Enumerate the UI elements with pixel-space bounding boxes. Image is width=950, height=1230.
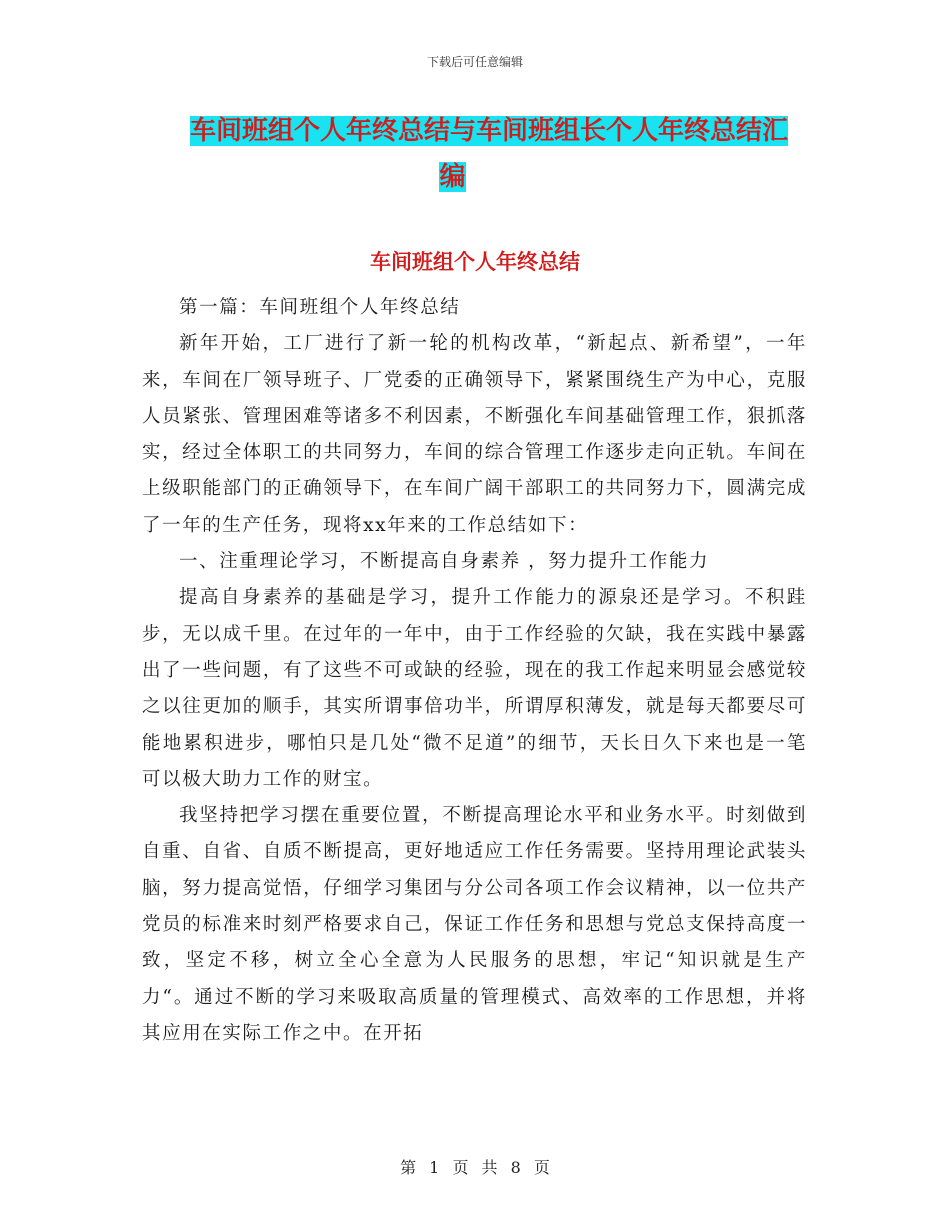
header-note: 下载后可任意编辑 [426, 55, 523, 69]
document-title-line-1: 车间班组个人年终总结与车间班组长个人年终总结汇 [190, 116, 789, 146]
paragraph-part-heading: 第一篇：车间班组个人年终总结 [179, 297, 461, 318]
page-number-footer: 第 1 页 共 8 页 [400, 1158, 550, 1177]
paragraph-section-heading: 一、注重理论学习，不断提高自身素养 ，努力提升工作能力 [179, 551, 710, 573]
section-title: 车间班组个人年终总结 [370, 249, 580, 274]
document-title [190, 108, 810, 200]
document-title-line-2: 编 [439, 162, 466, 192]
body-text [142, 290, 807, 1052]
paragraph: 提高自身素养的基础是学习，提升工作能力的源泉还是学习。不积跬步，无以成千里。在过年的一年中，由于工作经验的欠缺，我在实践中暴露出了一些问题，有了这些不可或缺的经验，现在的我工作起来明显会感觉较之以往更加的顺手，其实所谓事倍功半，所谓厚积薄发，就是每天都要尽可能地累积进步，哪怕只是几处“微不足道”的细节，天长日久下来也是一笔可以极大助力工作的财宝。 [142, 587, 807, 790]
paragraph: 新年开始，工厂进行了新一轮的机构改革，“新起点、新希望”，一年来，车间在厂领导班子、厂党委的正确领导下，紧紧围绕生产为中心，克服人员紧张、管理困难等诸多不利因素，不断强化车间基础管理工作，狠抓落实，经过全体职工的共同努力，车间的综合管理工作逐步走向正轨。车间在上级职能部门的正确领导下，在车间广阔干部职工的共同努力下，圆满完成了一年的生产任务，现将xx年来的工作总结如下： [142, 333, 807, 536]
paragraph: 我坚持把学习摆在重要位置，不断提高理论水平和业务水平。时刻做到自重、自省、自质不断提高，更好地适应工作任务需要。坚持用理论武装头脑，努力提高觉悟，仔细学习集团与分公司各项工作会议精神，以一位共产党员的标准来时刻严格要求自己，保证工作任务和思想与党总支保持高度一致，坚定不移，树立全心全意为人民服务的思想，牢记“知识就是生产力“。通过不断的学习来吸取高质量的管理模式、高效率的工作思想，并将其应用在实际工作之中。在开拓 [142, 805, 807, 1044]
